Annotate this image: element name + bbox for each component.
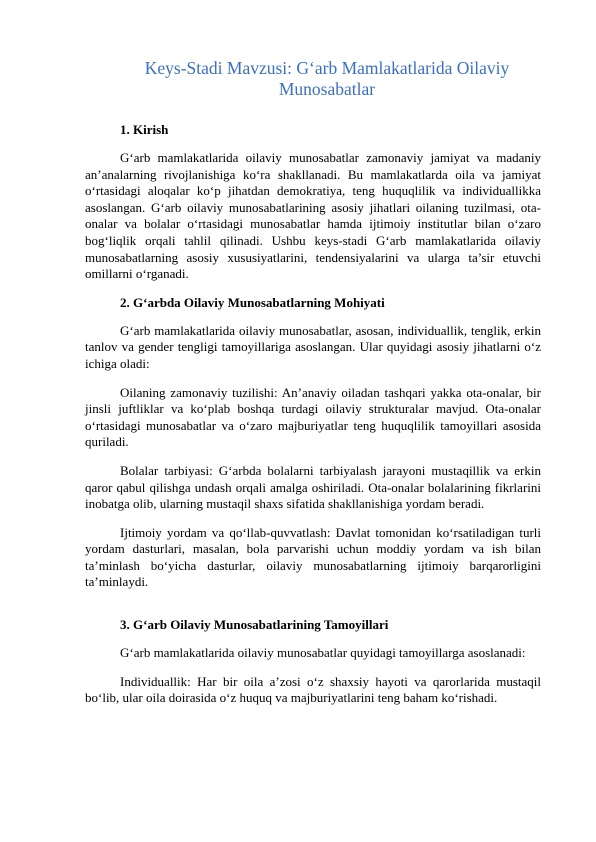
section-heading-principles: 3. G‘arb Oilaviy Munosabatlarining Tamoyillari [120,617,389,633]
paragraph: G‘arb mamlakatlarida oilaviy munosabatlar zamonaviy jamiyat va madaniy an’analarning rivojlanishiga ko‘ra shakllanadi. Bu mamlakatlarda oila va jamiyat o‘rtasidagi aloqalar ko‘p jihatdan demokratiya, teng huquqlilik va individuallikka asoslangan. G‘arb oilaviy munosabatlarining asosiy jihatlari oilaning tuzilmasi, ota-onalar va bolalar o‘rtasidagi munosabatlar hamda ijtimoiy institutlar bilan o‘zaro bog‘liqlik orqali tahlil qilinadi. Ushbu keys-stadi G‘arb mamlakatlarida oilaviy munosabatlarning asosiy xususiyatlarini, tendensiyalarini va ularga ta’sir etuvchi omillarni o‘rganadi. [85,150,541,282]
section-heading-introduction: 1. Kirish [120,122,169,137]
paragraph: Oilaning zamonaviy tuzilishi: An’anaviy oiladan tashqari yakka ota-onalar, bir jinsli juftliklar va ko‘plab boshqa turdagi oilaviy strukturalar mavjud. Ota-onalar o‘rtasidagi munosabatlar va o‘zaro majburiyatlar teng huquqlilik tamoyillari asosida quriladi. [85,384,541,450]
paragraph: Bolalar tarbiyasi: G‘arbda bolalarni tarbiyalash jarayoni mustaqillik va erkin qaror qabul qilishga undash orqali amalga oshiriladi. Ota-onalar bolalarining fikrlarini inobatga olib, ularning mustaqil shaxs sifatida shakllanishiga yordam beradi. [85,462,541,512]
paragraph: Ijtimoiy yordam va qo‘llab-quvvatlash: Davlat tomonidan ko‘rsatiladigan turli yordam dasturlari, masalan, bola parvarishi uchun moddiy yordam va ish bilan ta’minlash bo‘yicha dasturlar, oilaviy munosabatlarning ijtimoiy barqarorligini ta’minlaydi. [85,524,541,590]
paragraph: G‘arb mamlakatlarida oilaviy munosabatlar quyidagi tamoyillarga asoslanadi: [120,645,526,661]
paragraph: Individuallik: Har bir oila a’zosi o‘z shaxsiy hayoti va qarorlarida mustaqil bo‘lib, ular oila doirasida o‘z huquq va majburiyatlarini teng baham ko‘rishadi. [85,673,541,706]
document-title: Keys-Stadi Mavzusi: G‘arb Mamlakatlarida Oilaviy Munosabatlar [144,58,510,99]
section-heading-essence: 2. G‘arbda Oilaviy Munosabatlarning Mohiyati [120,294,385,310]
paragraph: G‘arb mamlakatlarida oilaviy munosabatlar, asosan, individuallik, tenglik, erkin tanlov va gender tengligi tamoyillariga asoslangan. Ular quyidagi asosiy jihatlarni o‘z ichiga oladi: [85,322,541,371]
section-gap [85,603,541,617]
